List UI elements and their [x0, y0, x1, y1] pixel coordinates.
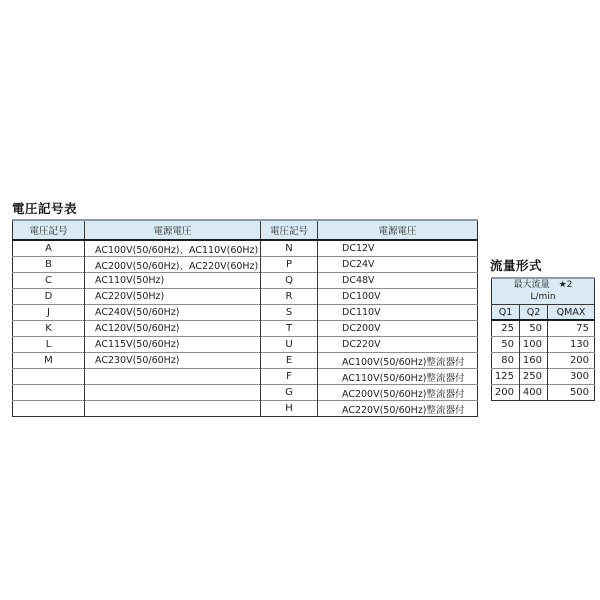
flow-table-body	[492, 320, 595, 401]
voltage-table-row	[13, 240, 478, 257]
flow-header-qmax: QMAX	[548, 305, 595, 321]
flow-value-cell: 160	[520, 353, 548, 369]
voltage-symbol-cell: L	[13, 337, 85, 353]
flow-value-cell: 500	[548, 385, 595, 401]
voltage-header-symbol-2: 電圧記号	[261, 220, 318, 240]
voltage-header-row	[13, 220, 478, 240]
flow-header-q2: Q2	[520, 305, 548, 321]
voltage-symbol-cell: E	[261, 353, 318, 369]
flow-value-cell: 130	[548, 337, 595, 353]
voltage-symbol-cell: F	[261, 369, 318, 385]
voltage-symbol-cell: M	[13, 353, 85, 369]
voltage-value-cell	[85, 401, 261, 417]
flow-value-cell: 50	[520, 320, 548, 337]
voltage-header-supply-2: 電源電圧	[318, 220, 478, 240]
flow-value-cell: 100	[520, 337, 548, 353]
voltage-symbol-cell: C	[13, 273, 85, 289]
voltage-value-cell: DC24V	[318, 257, 478, 273]
flow-value-cell: 50	[492, 337, 520, 353]
voltage-symbol-cell	[13, 385, 85, 401]
voltage-table-row	[13, 337, 478, 353]
flow-table-row	[492, 385, 595, 401]
flow-value-cell: 200	[548, 353, 595, 369]
flow-table-row	[492, 320, 595, 337]
voltage-symbol-cell: B	[13, 257, 85, 273]
voltage-value-cell	[85, 385, 261, 401]
voltage-value-cell: AC110V(50/60Hz)整流器付	[318, 369, 478, 385]
flow-value-cell: 250	[520, 369, 548, 385]
voltage-table-row	[13, 321, 478, 337]
voltage-value-cell: AC110V(50Hz)	[85, 273, 261, 289]
flow-header-row	[492, 278, 595, 305]
voltage-table-row	[13, 401, 478, 417]
voltage-symbol-cell	[13, 401, 85, 417]
flow-table-title: 流量形式	[490, 258, 543, 273]
voltage-table-row	[13, 305, 478, 321]
voltage-value-cell: AC220V(50/60Hz)整流器付	[318, 401, 478, 417]
voltage-symbol-cell: S	[261, 305, 318, 321]
voltage-symbol-cell: Q	[261, 273, 318, 289]
voltage-table-row	[13, 257, 478, 273]
voltage-table-body	[13, 240, 478, 417]
voltage-header-supply-1: 電源電圧	[85, 220, 261, 240]
voltage-table-row	[13, 289, 478, 305]
flow-value-cell: 300	[548, 369, 595, 385]
voltage-symbol-cell: A	[13, 240, 85, 257]
flow-unit-label: L/min	[530, 291, 556, 302]
flow-rate-table	[491, 277, 595, 401]
flow-value-cell: 400	[520, 385, 548, 401]
voltage-table-title: 電圧記号表	[12, 201, 78, 216]
flow-header-q1: Q1	[492, 305, 520, 321]
flow-value-cell: 200	[492, 385, 520, 401]
flow-value-cell: 125	[492, 369, 520, 385]
voltage-symbol-cell: G	[261, 385, 318, 401]
voltage-table-row	[13, 369, 478, 385]
voltage-symbol-cell: N	[261, 240, 318, 257]
voltage-symbol-table	[12, 219, 478, 417]
voltage-header-symbol-1: 電圧記号	[13, 220, 85, 240]
voltage-value-cell	[85, 369, 261, 385]
voltage-symbol-cell: T	[261, 321, 318, 337]
flow-max-flow-label: 最大流量 ★2	[513, 280, 573, 291]
voltage-value-cell: AC230V(50/60Hz)	[85, 353, 261, 369]
flow-value-cell: 25	[492, 320, 520, 337]
voltage-value-cell: DC200V	[318, 321, 478, 337]
flow-value-cell: 80	[492, 353, 520, 369]
voltage-table-row	[13, 353, 478, 369]
voltage-symbol-cell: J	[13, 305, 85, 321]
voltage-value-cell: DC100V	[318, 289, 478, 305]
voltage-value-cell: DC12V	[318, 240, 478, 257]
voltage-value-cell: AC200V(50/60Hz)整流器付	[318, 385, 478, 401]
voltage-value-cell: DC110V	[318, 305, 478, 321]
flow-table-row	[492, 369, 595, 385]
voltage-symbol-cell: P	[261, 257, 318, 273]
voltage-value-cell: AC120V(50/60Hz)	[85, 321, 261, 337]
voltage-value-cell: DC48V	[318, 273, 478, 289]
flow-table-row	[492, 353, 595, 369]
flow-column-header-row	[492, 305, 595, 321]
voltage-symbol-cell: K	[13, 321, 85, 337]
voltage-value-cell: DC220V	[318, 337, 478, 353]
voltage-table-row	[13, 273, 478, 289]
flow-value-cell: 75	[548, 320, 595, 337]
voltage-symbol-cell: D	[13, 289, 85, 305]
voltage-value-cell: AC200V(50/60Hz)、AC220V(60Hz)	[85, 257, 261, 273]
voltage-value-cell: AC100V(50/60Hz)、AC110V(60Hz)	[85, 240, 261, 257]
flow-max-flow-header	[492, 278, 595, 305]
flow-table-row	[492, 337, 595, 353]
voltage-symbol-cell: R	[261, 289, 318, 305]
voltage-table-row	[13, 385, 478, 401]
voltage-symbol-cell: U	[261, 337, 318, 353]
voltage-value-cell: AC115V(50/60Hz)	[85, 337, 261, 353]
voltage-value-cell: AC240V(50/60Hz)	[85, 305, 261, 321]
voltage-symbol-cell	[13, 369, 85, 385]
voltage-value-cell: AC100V(50/60Hz)整流器付	[318, 353, 478, 369]
voltage-value-cell: AC220V(50Hz)	[85, 289, 261, 305]
voltage-symbol-cell: H	[261, 401, 318, 417]
